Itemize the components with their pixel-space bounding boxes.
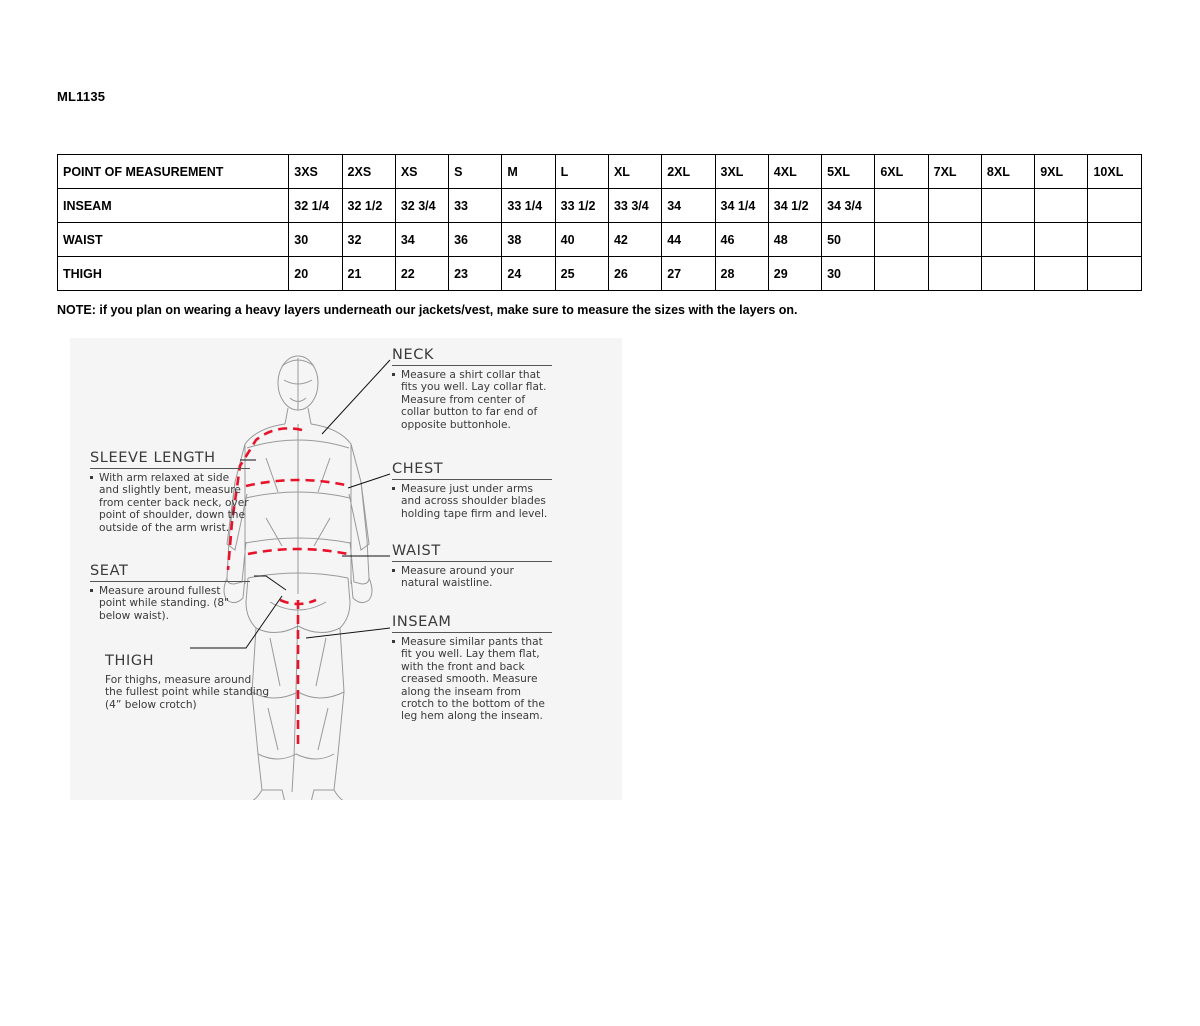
size-chart-table [57, 154, 1142, 291]
column-header-l: L [555, 155, 608, 189]
row-label-waist: WAIST [58, 223, 289, 257]
column-header-3xl: 3XL [715, 155, 768, 189]
cell-waist-4xl: 48 [768, 223, 821, 257]
page-title: ML1135 [57, 89, 106, 104]
callout-inseam-body: Measure similar pants that fit you well. Lay them flat, with the front and back creased smooth. Measure along the inseam from crotch to the bottom of the leg hem along the inseam. [392, 636, 552, 723]
callout-inseam [392, 614, 552, 723]
column-header-5xl: 5XL [822, 155, 875, 189]
row-label-thigh: THIGH [58, 257, 289, 291]
callout-waist [392, 543, 552, 590]
callout-thigh-title: THIGH [105, 653, 155, 669]
cell-thigh-7xl [928, 257, 981, 291]
cell-inseam-2xs: 32 1/2 [342, 189, 395, 223]
cell-inseam-2xl: 34 [662, 189, 715, 223]
cell-thigh-s: 23 [449, 257, 502, 291]
cell-inseam-7xl [928, 189, 981, 223]
cell-inseam-8xl [981, 189, 1034, 223]
callout-sleeve-length-title: SLEEVE LENGTH [90, 450, 250, 469]
cell-thigh-2xs: 21 [342, 257, 395, 291]
column-header-7xl: 7XL [928, 155, 981, 189]
cell-inseam-6xl [875, 189, 928, 223]
column-header-xs: XS [395, 155, 448, 189]
cell-waist-6xl [875, 223, 928, 257]
callout-thigh [105, 653, 270, 711]
callout-sleeve-length [90, 450, 250, 534]
cell-thigh-xs: 22 [395, 257, 448, 291]
callout-chest-body: Measure just under arms and across shoulder blades holding tape firm and level. [392, 483, 552, 520]
cell-thigh-6xl [875, 257, 928, 291]
callout-neck-body: Measure a shirt collar that fits you well. Lay collar flat. Measure from center of collar button to far end of opposite buttonhole. [392, 369, 552, 431]
cell-inseam-5xl: 34 3/4 [822, 189, 875, 223]
column-header-8xl: 8XL [981, 155, 1034, 189]
callout-chest-rule [392, 479, 552, 480]
callout-waist-body: Measure around your natural waistline. [392, 565, 552, 590]
cell-waist-m: 38 [502, 223, 555, 257]
cell-inseam-xs: 32 3/4 [395, 189, 448, 223]
cell-thigh-m: 24 [502, 257, 555, 291]
callout-chest [392, 461, 552, 520]
measurement-illustration [70, 338, 622, 800]
cell-inseam-3xl: 34 1/4 [715, 189, 768, 223]
column-header-2xl: 2XL [662, 155, 715, 189]
cell-waist-xs: 34 [395, 223, 448, 257]
cell-thigh-3xs: 20 [289, 257, 342, 291]
column-header-3xs: 3XS [289, 155, 342, 189]
cell-thigh-8xl [981, 257, 1034, 291]
callout-seat-title: SEAT [90, 563, 250, 582]
callout-neck-rule [392, 365, 552, 366]
cell-thigh-10xl [1088, 257, 1142, 291]
callout-inseam-rule [392, 632, 552, 633]
cell-waist-7xl [928, 223, 981, 257]
cell-inseam-10xl [1088, 189, 1142, 223]
column-header-10xl: 10XL [1088, 155, 1142, 189]
callout-inseam-title: INSEAM [392, 614, 452, 630]
callout-neck-title: NECK [392, 347, 435, 363]
callout-sleeve-length-body: With arm relaxed at side and slightly bent, measure from center back neck, over point of shoulder, down the outside of the arm wrist. [90, 472, 250, 534]
cell-inseam-s: 33 [449, 189, 502, 223]
cell-inseam-9xl [1035, 189, 1088, 223]
column-header-9xl: 9XL [1035, 155, 1088, 189]
table-row [58, 257, 1142, 291]
column-header-s: S [449, 155, 502, 189]
table-header-row [58, 155, 1142, 189]
cell-waist-3xs: 30 [289, 223, 342, 257]
cell-thigh-2xl: 27 [662, 257, 715, 291]
cell-inseam-l: 33 1/2 [555, 189, 608, 223]
cell-thigh-4xl: 29 [768, 257, 821, 291]
column-header-xl: XL [608, 155, 661, 189]
cell-inseam-m: 33 1/4 [502, 189, 555, 223]
callout-seat [90, 563, 250, 622]
table-row [58, 223, 1142, 257]
column-header-2xs: 2XS [342, 155, 395, 189]
cell-inseam-4xl: 34 1/2 [768, 189, 821, 223]
callout-waist-title: WAIST [392, 543, 441, 559]
column-header-6xl: 6XL [875, 155, 928, 189]
cell-inseam-3xs: 32 1/4 [289, 189, 342, 223]
callout-chest-title: CHEST [392, 461, 444, 477]
column-header-m: M [502, 155, 555, 189]
cell-waist-8xl [981, 223, 1034, 257]
cell-waist-2xl: 44 [662, 223, 715, 257]
cell-waist-3xl: 46 [715, 223, 768, 257]
cell-waist-s: 36 [449, 223, 502, 257]
cell-thigh-3xl: 28 [715, 257, 768, 291]
cell-waist-2xs: 32 [342, 223, 395, 257]
callout-neck [392, 347, 552, 431]
cell-waist-10xl [1088, 223, 1142, 257]
callout-seat-body: Measure around fullest point while standing. (8" below waist). [90, 585, 250, 622]
cell-waist-l: 40 [555, 223, 608, 257]
row-label-inseam: INSEAM [58, 189, 289, 223]
measurement-note: NOTE: if you plan on wearing a heavy layers underneath our jackets/vest, make sure to measure the sizes with the layers on. [57, 303, 798, 317]
cell-waist-xl: 42 [608, 223, 661, 257]
callout-waist-rule [392, 561, 552, 562]
cell-thigh-l: 25 [555, 257, 608, 291]
cell-inseam-xl: 33 3/4 [608, 189, 661, 223]
cell-thigh-9xl [1035, 257, 1088, 291]
cell-thigh-5xl: 30 [822, 257, 875, 291]
column-header-point-of-measurement: POINT OF MEASUREMENT [58, 155, 289, 189]
table-row [58, 189, 1142, 223]
column-header-4xl: 4XL [768, 155, 821, 189]
cell-thigh-xl: 26 [608, 257, 661, 291]
cell-waist-5xl: 50 [822, 223, 875, 257]
callout-thigh-body: For thighs, measure around the fullest point while standing (4” below crotch) [105, 674, 270, 711]
cell-waist-9xl [1035, 223, 1088, 257]
